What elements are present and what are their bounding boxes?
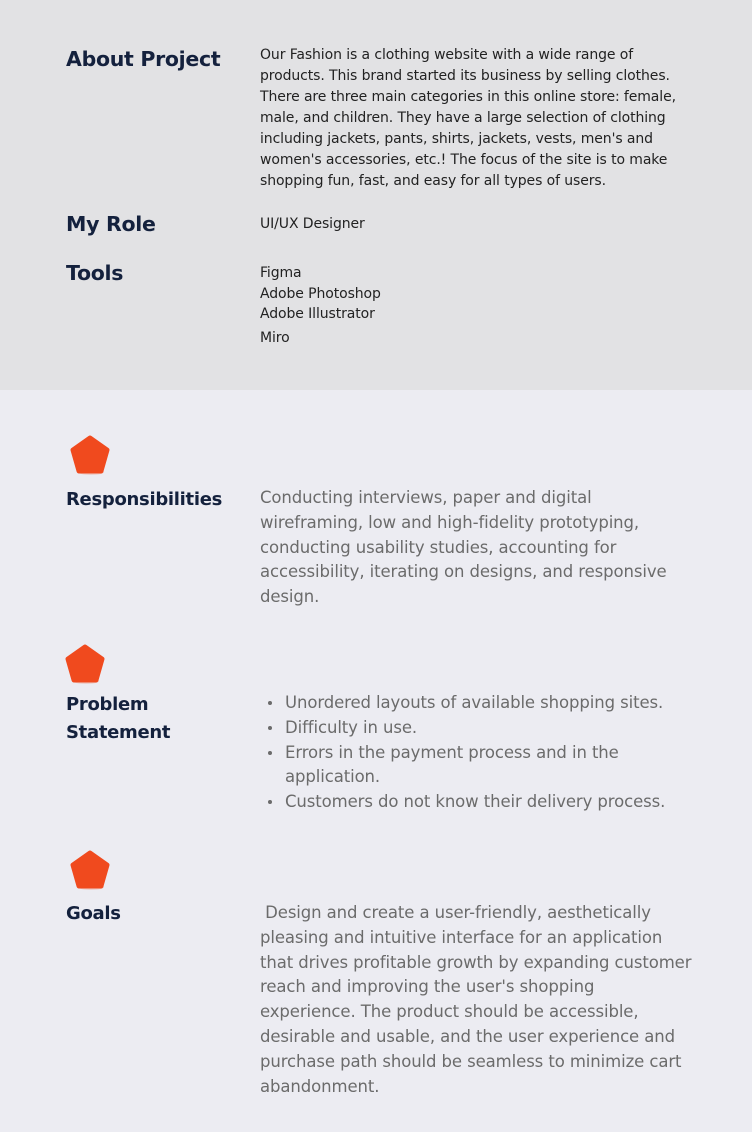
list-item: Unordered layouts of available shopping sites.: [260, 691, 680, 716]
about-project-heading: About Project: [66, 47, 221, 71]
bullet-icon: [268, 726, 272, 730]
bullet-icon: [268, 701, 272, 705]
pentagon-icon: [70, 436, 110, 476]
my-role-heading: My Role: [66, 212, 156, 236]
list-item: Customers do not know their delivery process.: [260, 790, 680, 815]
pentagon-icon: [70, 851, 110, 891]
tools-heading: Tools: [66, 261, 124, 285]
goals-text: Design and create a user-friendly, aesthetically pleasing and intuitive interface for an application that drives profitable growth by expanding customer reach and improving the user's shopping experience. The product should be accessible, desirable and usable, and the user experience and purchase path should be seamless to minimize cart abandonment.: [260, 903, 697, 1096]
goals-heading: Goals: [66, 903, 121, 924]
project-overview-section: [0, 0, 752, 390]
tool-item: Miro: [260, 329, 290, 346]
my-role-text: UI/UX Designer: [260, 216, 365, 232]
problem-heading-line1: Problem: [66, 694, 149, 715]
about-project-text: Our Fashion is a clothing website with a wide range of products. This brand started its business by selling clothes. There are three main categories in this online store: female, male, and children. They have a large selection of clothing including jackets, pants, shirts, jackets, vests, men's and women's accessories, etc.! The focus of the site is to make shopping fun, fast, and easy for all types of users.: [260, 47, 676, 189]
responsibilities-heading: Responsibilities: [66, 489, 223, 510]
problem-statement-list: [260, 691, 680, 815]
tools-list: [260, 263, 381, 348]
list-item: Errors in the payment process and in the application.: [260, 741, 680, 791]
bullet-icon: [268, 800, 272, 804]
tool-item: Adobe Illustrator: [260, 306, 375, 322]
list-item: Difficulty in use.: [260, 716, 680, 741]
tool-item: Figma: [260, 265, 302, 281]
pentagon-icon: [65, 645, 105, 685]
bullet-icon: [268, 751, 272, 755]
responsibilities-text: Conducting interviews, paper and digital wireframing, low and high-fidelity prototyping, conducting usability studies, accounting for accessibility, iterating on designs, and responsive design.: [260, 488, 667, 607]
problem-heading-line2: Statement: [66, 722, 171, 743]
tool-item: Adobe Photoshop: [260, 285, 381, 302]
problem-statement-heading: [66, 691, 170, 747]
